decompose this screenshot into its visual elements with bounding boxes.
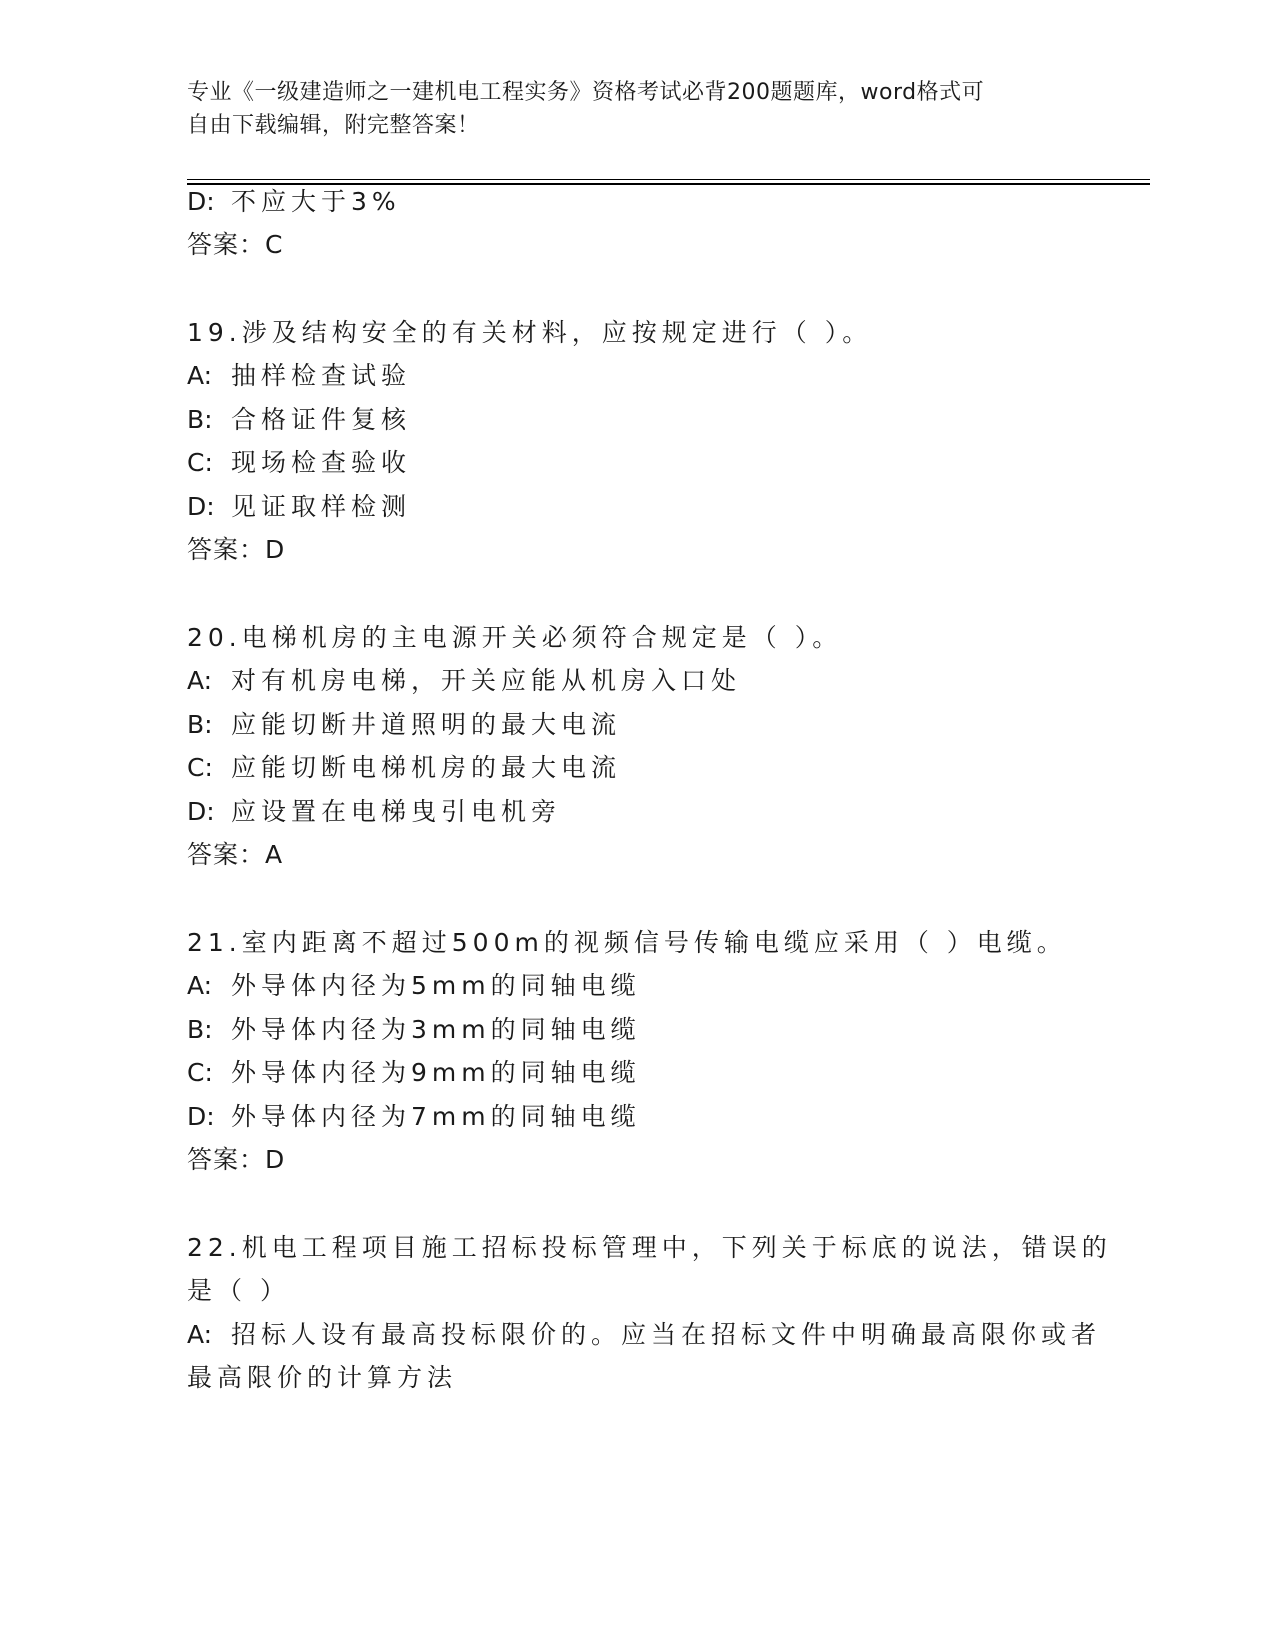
q21-option-d <box>187 1101 641 1133</box>
option-text: 现场检查验收 <box>231 448 412 477</box>
q19-answer: 答案：D <box>187 535 286 564</box>
option-text: 外导体内径为5mm的同轴电缆 <box>231 971 641 1000</box>
q19-option-a <box>187 360 411 392</box>
option-label: C: <box>187 448 213 477</box>
option-text: 见证取样检测 <box>231 492 412 521</box>
q21-stem: 21.室内距离不超过500m的视频信号传输电缆应采用（ ）电缆。 <box>187 928 1067 957</box>
q19-stem: 19.涉及结构安全的有关材料，应按规定进行（ ）。 <box>187 318 873 347</box>
q22-stem-line-1: 22.机电工程项目施工招标投标管理中，下列关于标底的说法，错误的 <box>187 1233 1112 1262</box>
prev-answer: 答案：C <box>187 230 284 259</box>
option-text: 应能切断井道照明的最大电流 <box>231 710 622 739</box>
q21-option-a <box>187 970 641 1002</box>
option-text: 外导体内径为9mm的同轴电缆 <box>231 1058 641 1087</box>
q20-option-c <box>187 752 621 784</box>
q22-stem-line-2: 是（ ） <box>187 1276 290 1305</box>
q20-answer: 答案：A <box>187 840 284 869</box>
option-label: D: <box>187 492 215 521</box>
option-label: A: <box>187 666 213 695</box>
option-text: 外导体内径为3mm的同轴电缆 <box>231 1015 641 1044</box>
q21-answer: 答案：D <box>187 1145 286 1174</box>
option-text: 合格证件复核 <box>231 405 412 434</box>
header-rule-thick <box>187 183 1150 185</box>
option-text: 抽样检查试验 <box>231 361 412 390</box>
option-label: D: <box>187 1102 215 1131</box>
q22-option-a <box>187 1319 1101 1351</box>
header-rule-thin <box>187 179 1150 180</box>
option-text: 外导体内径为7mm的同轴电缆 <box>231 1102 641 1131</box>
option-text: 对有机房电梯，开关应能从机房入口处 <box>231 666 742 695</box>
q21-option-c <box>187 1057 641 1089</box>
option-label: D: <box>187 187 215 216</box>
header-line-2: 自由下载编辑，附完整答案！ <box>187 113 480 138</box>
q20-option-d <box>187 796 561 828</box>
q22-option-a-continued: 最高限价的计算方法 <box>187 1363 458 1392</box>
header-line-1: 专业《一级建造师之一建机电工程实务》资格考试必背200题题库，word格式可 <box>187 80 985 105</box>
prev-option-d <box>187 186 401 218</box>
q20-option-b <box>187 709 621 741</box>
option-label: D: <box>187 797 215 826</box>
option-text: 应能切断电梯机房的最大电流 <box>231 753 622 782</box>
option-label: A: <box>187 361 213 390</box>
option-label: B: <box>187 405 213 434</box>
option-text: 应设置在电梯曳引电机旁 <box>231 797 562 826</box>
option-label: C: <box>187 1058 213 1087</box>
q20-stem: 20.电梯机房的主电源开关必须符合规定是（ ）。 <box>187 623 843 652</box>
option-label: A: <box>187 1320 213 1349</box>
option-text: 不应大于3% <box>231 187 401 216</box>
q19-option-c <box>187 447 411 479</box>
q21-option-b <box>187 1014 641 1046</box>
option-label: B: <box>187 710 213 739</box>
option-label: C: <box>187 753 213 782</box>
q19-option-d <box>187 491 411 523</box>
q19-option-b <box>187 404 411 436</box>
option-text: 招标人设有最高投标限价的。应当在招标文件中明确最高限你或者 <box>231 1320 1102 1349</box>
q20-option-a <box>187 665 741 697</box>
option-label: B: <box>187 1015 213 1044</box>
option-label: A: <box>187 971 213 1000</box>
document-header <box>187 76 1087 142</box>
